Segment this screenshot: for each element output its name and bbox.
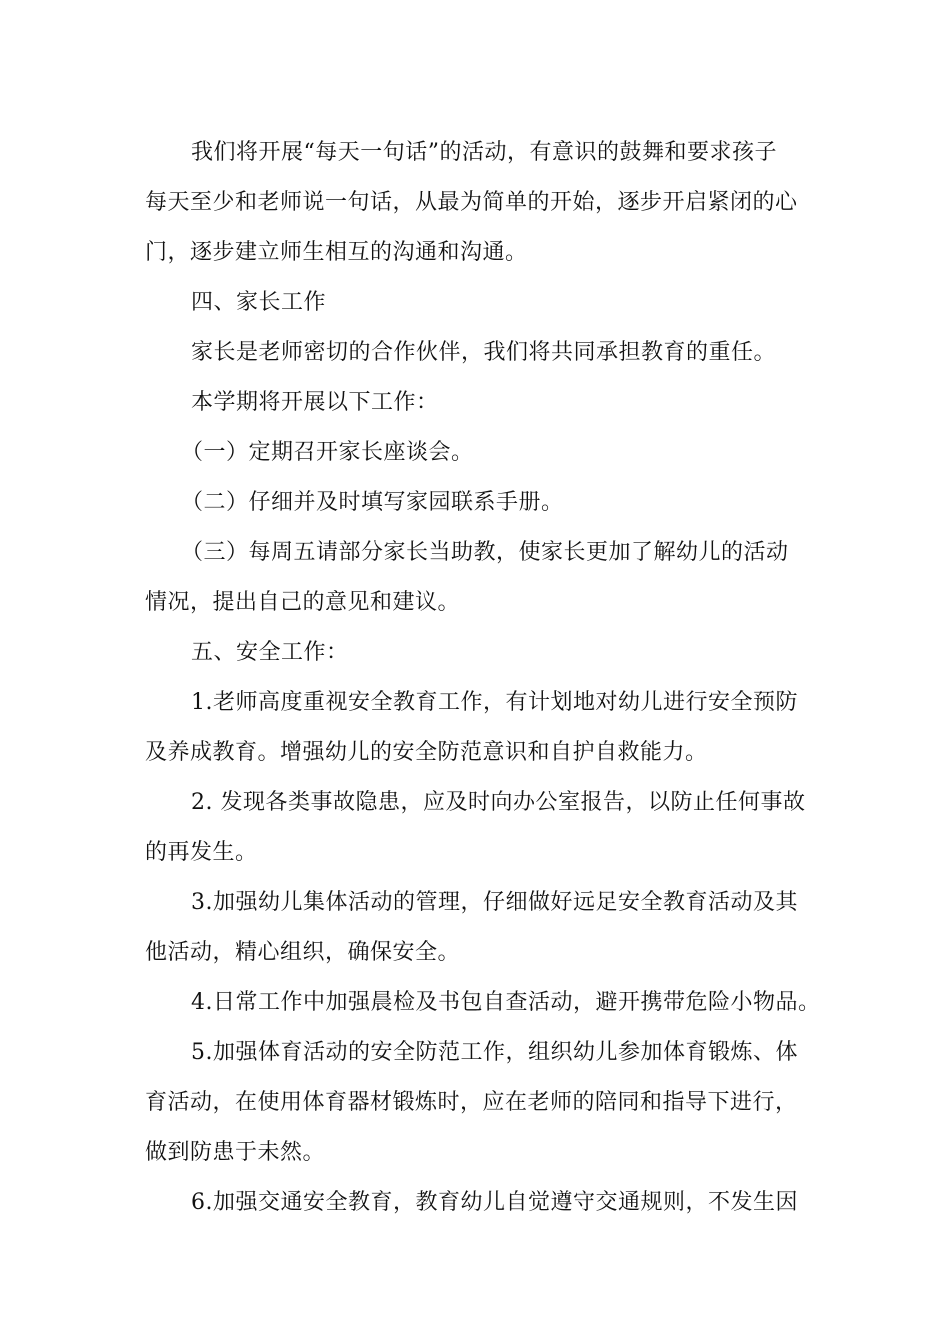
section-heading-safety-work: [145, 628, 810, 678]
document-body: [145, 128, 821, 1228]
text-line: 每天至少和老师说一句话，从最为简单的开始，逐步开启紧闭的心: [145, 190, 798, 215]
list-item-contact-handbook: [145, 478, 810, 528]
text-line: 家长是老师密切的合作伙伴，我们将共同承担教育的重任。: [191, 340, 777, 365]
text-line: 我们将开展“每天一句话”的活动，有意识的鼓舞和要求孩子: [191, 140, 777, 165]
list-item-safety-1: [145, 678, 810, 728]
list-item-safety-4: [145, 978, 821, 1028]
text-line: 本学期将开展以下工作：: [191, 390, 439, 415]
list-item-parent-assistant: [145, 528, 810, 628]
list-item-safety-3: [145, 878, 810, 978]
paragraph-daily-sentence: [145, 128, 810, 278]
text-line: 4.日常工作中加强晨检及书包自查活动，避开携带危险小物品。: [191, 990, 821, 1015]
text-line: （二）仔细并及时填写家园联系手册。: [181, 490, 564, 515]
text-line: 1.老师高度重视安全教育工作，有计划地对幼儿进行安全预防: [191, 690, 798, 715]
list-item-safety-2: [145, 778, 810, 878]
text-line: 他活动，精心组织，确保安全。: [145, 940, 461, 965]
text-line: 情况，提出自己的意见和建议。: [145, 590, 461, 615]
list-item-safety-1-continued: [145, 728, 810, 778]
text-line: 5.加强体育活动的安全防范工作，组织幼儿参加体育锻炼、体: [191, 1040, 798, 1065]
paragraph-semester-work: [145, 378, 810, 428]
heading-text: 五、安全工作：: [191, 640, 349, 665]
text-line: 做到防患于未然。: [145, 1140, 326, 1165]
text-line: 3.加强幼儿集体活动的管理，仔细做好远足安全教育活动及其: [191, 890, 798, 915]
text-line: 6.加强交通安全教育，教育幼儿自觉遵守交通规则，不发生因: [191, 1190, 798, 1215]
paragraph-parents-partners: [145, 328, 810, 378]
heading-text: 四、家长工作: [191, 290, 327, 315]
list-item-parent-meetings: [145, 428, 810, 478]
text-line: 的再发生。: [145, 840, 258, 865]
list-item-safety-6: [145, 1178, 810, 1228]
text-line: （一）定期召开家长座谈会。: [181, 440, 474, 465]
text-line: 及养成教育。增强幼儿的安全防范意识和自护自救能力。: [145, 740, 708, 765]
text-line: 育活动，在使用体育器材锻炼时，应在老师的陪同和指导下进行，: [145, 1090, 798, 1115]
list-item-safety-5: [145, 1028, 810, 1178]
text-line: （三）每周五请部分家长当助教，使家长更加了解幼儿的活动: [181, 540, 789, 565]
section-heading-parent-work: [145, 278, 810, 328]
text-line: 门，逐步建立师生相互的沟通和沟通。: [145, 240, 528, 265]
text-line: 2. 发现各类事故隐患，应及时向办公室报告，以防止任何事故: [191, 790, 806, 815]
